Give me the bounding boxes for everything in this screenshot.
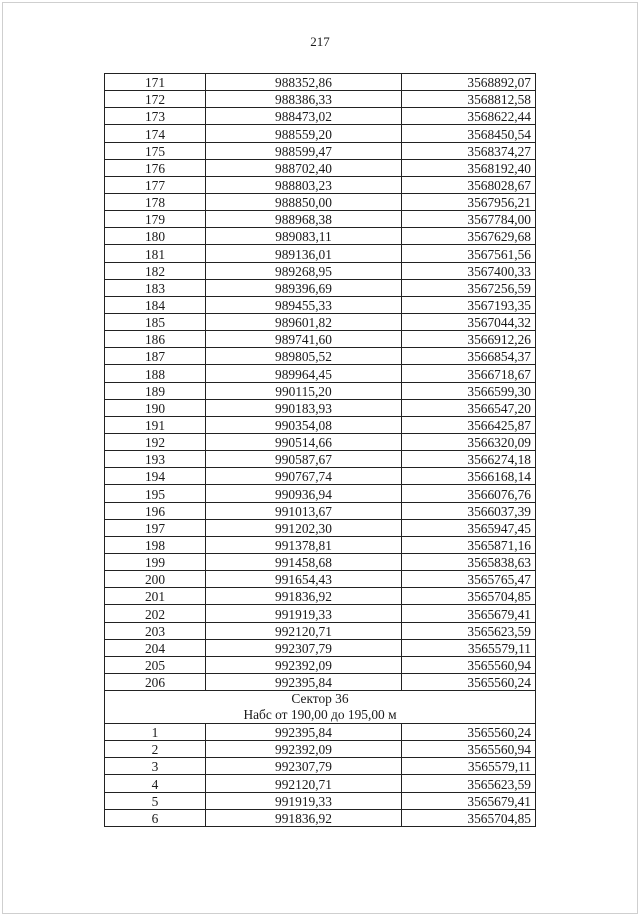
table-row [105,622,536,639]
table-row [105,553,536,570]
y-coordinate-cell: 3567256,59 [402,279,536,296]
point-number-cell: 1 [105,724,206,741]
point-number-cell: 178 [105,193,206,210]
x-coordinate-cell: 990514,66 [206,433,402,450]
y-coordinate-cell: 3565765,47 [402,571,536,588]
y-coordinate-cell: 3567193,35 [402,296,536,313]
y-coordinate-cell: 3566547,20 [402,399,536,416]
x-coordinate-cell: 990354,08 [206,416,402,433]
y-coordinate-cell: 3565623,59 [402,622,536,639]
x-coordinate-cell: 991919,33 [206,792,402,809]
table-row [105,108,536,125]
point-number-cell: 182 [105,262,206,279]
table-row [105,775,536,792]
x-coordinate-cell: 989601,82 [206,313,402,330]
x-coordinate-cell: 989455,33 [206,296,402,313]
x-coordinate-cell: 988386,33 [206,91,402,108]
x-coordinate-cell: 992395,84 [206,673,402,690]
point-number-cell: 206 [105,673,206,690]
point-number-cell: 194 [105,468,206,485]
table-row [105,296,536,313]
x-coordinate-cell: 988599,47 [206,142,402,159]
x-coordinate-cell: 990183,93 [206,399,402,416]
x-coordinate-cell: 991836,92 [206,809,402,826]
x-coordinate-cell: 991202,30 [206,519,402,536]
y-coordinate-cell: 3565560,94 [402,741,536,758]
y-coordinate-cell: 3568374,27 [402,142,536,159]
table-row [105,279,536,296]
y-coordinate-cell: 3565947,45 [402,519,536,536]
y-coordinate-cell: 3565623,59 [402,775,536,792]
point-number-cell: 3 [105,758,206,775]
point-number-cell: 196 [105,502,206,519]
point-number-cell: 179 [105,211,206,228]
point-number-cell: 4 [105,775,206,792]
table-row [105,142,536,159]
x-coordinate-cell: 989268,95 [206,262,402,279]
y-coordinate-cell: 3568028,67 [402,176,536,193]
y-coordinate-cell: 3568892,07 [402,74,536,91]
table-row [105,193,536,210]
x-coordinate-cell: 989805,52 [206,348,402,365]
y-coordinate-cell: 3568192,40 [402,159,536,176]
table-row [105,399,536,416]
y-coordinate-cell: 3565560,94 [402,656,536,673]
y-coordinate-cell: 3565560,24 [402,673,536,690]
y-coordinate-cell: 3566274,18 [402,451,536,468]
y-coordinate-cell: 3568450,54 [402,125,536,142]
y-coordinate-cell: 3565704,85 [402,588,536,605]
x-coordinate-cell: 991836,92 [206,588,402,605]
x-coordinate-cell: 989083,11 [206,228,402,245]
point-number-cell: 199 [105,553,206,570]
point-number-cell: 5 [105,792,206,809]
point-number-cell: 197 [105,519,206,536]
table-row [105,536,536,553]
x-coordinate-cell: 989741,60 [206,331,402,348]
table-row [105,262,536,279]
table-row [105,74,536,91]
table-row [105,313,536,330]
x-coordinate-cell: 989136,01 [206,245,402,262]
table-row [105,724,536,741]
y-coordinate-cell: 3566718,67 [402,365,536,382]
point-number-cell: 184 [105,296,206,313]
y-coordinate-cell: 3565579,11 [402,758,536,775]
point-number-cell: 202 [105,605,206,622]
y-coordinate-cell: 3567400,33 [402,262,536,279]
y-coordinate-cell: 3565871,16 [402,536,536,553]
table-row [105,605,536,622]
sector-header-cell [105,691,536,724]
sector-title: Сектор 36 [291,691,349,707]
x-coordinate-cell: 992120,71 [206,775,402,792]
point-number-cell: 203 [105,622,206,639]
point-number-cell: 186 [105,331,206,348]
x-coordinate-cell: 992392,09 [206,656,402,673]
x-coordinate-cell: 989396,69 [206,279,402,296]
y-coordinate-cell: 3567629,68 [402,228,536,245]
sector-subtitle: Набс от 190,00 до 195,00 м [243,707,397,723]
point-number-cell: 191 [105,416,206,433]
y-coordinate-cell: 3565579,11 [402,639,536,656]
page-number: 217 [310,34,330,49]
table-row [105,159,536,176]
coordinates-rows-after [105,724,536,827]
point-number-cell: 195 [105,485,206,502]
table-row [105,348,536,365]
y-coordinate-cell: 3568812,58 [402,91,536,108]
x-coordinate-cell: 990587,67 [206,451,402,468]
x-coordinate-cell: 991654,43 [206,571,402,588]
table-row [105,331,536,348]
point-number-cell: 171 [105,74,206,91]
x-coordinate-cell: 988702,40 [206,159,402,176]
x-coordinate-cell: 990767,74 [206,468,402,485]
table-row [105,211,536,228]
point-number-cell: 173 [105,108,206,125]
x-coordinate-cell: 991919,33 [206,605,402,622]
y-coordinate-cell: 3566425,87 [402,416,536,433]
y-coordinate-cell: 3566912,26 [402,331,536,348]
point-number-cell: 175 [105,142,206,159]
point-number-cell: 176 [105,159,206,176]
point-number-cell: 200 [105,571,206,588]
x-coordinate-cell: 988473,02 [206,108,402,125]
table-row [105,656,536,673]
x-coordinate-cell: 991458,68 [206,553,402,570]
y-coordinate-cell: 3565838,63 [402,553,536,570]
table-row [105,571,536,588]
table-row [105,758,536,775]
point-number-cell: 180 [105,228,206,245]
y-coordinate-cell: 3566599,30 [402,382,536,399]
y-coordinate-cell: 3567784,00 [402,211,536,228]
x-coordinate-cell: 989964,45 [206,365,402,382]
point-number-cell: 190 [105,399,206,416]
y-coordinate-cell: 3566320,09 [402,433,536,450]
coordinates-table [104,73,536,827]
x-coordinate-cell: 992392,09 [206,741,402,758]
table-row [105,416,536,433]
table-row [105,382,536,399]
x-coordinate-cell: 991378,81 [206,536,402,553]
x-coordinate-cell: 988968,38 [206,211,402,228]
table-row [105,519,536,536]
sector-header-group [105,691,536,724]
x-coordinate-cell: 990115,20 [206,382,402,399]
table-row [105,792,536,809]
table-row [105,809,536,826]
point-number-cell: 201 [105,588,206,605]
point-number-cell: 181 [105,245,206,262]
point-number-cell: 185 [105,313,206,330]
point-number-cell: 192 [105,433,206,450]
table-row [105,639,536,656]
point-number-cell: 174 [105,125,206,142]
point-number-cell: 172 [105,91,206,108]
table-row [105,125,536,142]
y-coordinate-cell: 3567956,21 [402,193,536,210]
sector-header-row [105,691,536,724]
x-coordinate-cell: 988352,86 [206,74,402,91]
y-coordinate-cell: 3567561,56 [402,245,536,262]
point-number-cell: 2 [105,741,206,758]
y-coordinate-cell: 3565679,41 [402,792,536,809]
x-coordinate-cell: 992307,79 [206,639,402,656]
y-coordinate-cell: 3566168,14 [402,468,536,485]
table-row [105,245,536,262]
x-coordinate-cell: 992395,84 [206,724,402,741]
point-number-cell: 187 [105,348,206,365]
point-number-cell: 198 [105,536,206,553]
y-coordinate-cell: 3566854,37 [402,348,536,365]
y-coordinate-cell: 3567044,32 [402,313,536,330]
y-coordinate-cell: 3565560,24 [402,724,536,741]
y-coordinate-cell: 3566076,76 [402,485,536,502]
table-row [105,502,536,519]
table-row [105,433,536,450]
x-coordinate-cell: 991013,67 [206,502,402,519]
coordinates-rows-before [105,74,536,691]
table-row [105,176,536,193]
table-row [105,588,536,605]
point-number-cell: 188 [105,365,206,382]
x-coordinate-cell: 988803,23 [206,176,402,193]
y-coordinate-cell: 3566037,39 [402,502,536,519]
point-number-cell: 183 [105,279,206,296]
x-coordinate-cell: 988559,20 [206,125,402,142]
x-coordinate-cell: 990936,94 [206,485,402,502]
point-number-cell: 177 [105,176,206,193]
point-number-cell: 6 [105,809,206,826]
y-coordinate-cell: 3568622,44 [402,108,536,125]
table-row [105,365,536,382]
table-row [105,673,536,690]
point-number-cell: 204 [105,639,206,656]
point-number-cell: 205 [105,656,206,673]
x-coordinate-cell: 992307,79 [206,758,402,775]
table-row [105,741,536,758]
table-row [105,468,536,485]
table-row [105,91,536,108]
point-number-cell: 189 [105,382,206,399]
x-coordinate-cell: 992120,71 [206,622,402,639]
point-number-cell: 193 [105,451,206,468]
y-coordinate-cell: 3565704,85 [402,809,536,826]
table-row [105,451,536,468]
x-coordinate-cell: 988850,00 [206,193,402,210]
table-row [105,228,536,245]
y-coordinate-cell: 3565679,41 [402,605,536,622]
table-row [105,485,536,502]
